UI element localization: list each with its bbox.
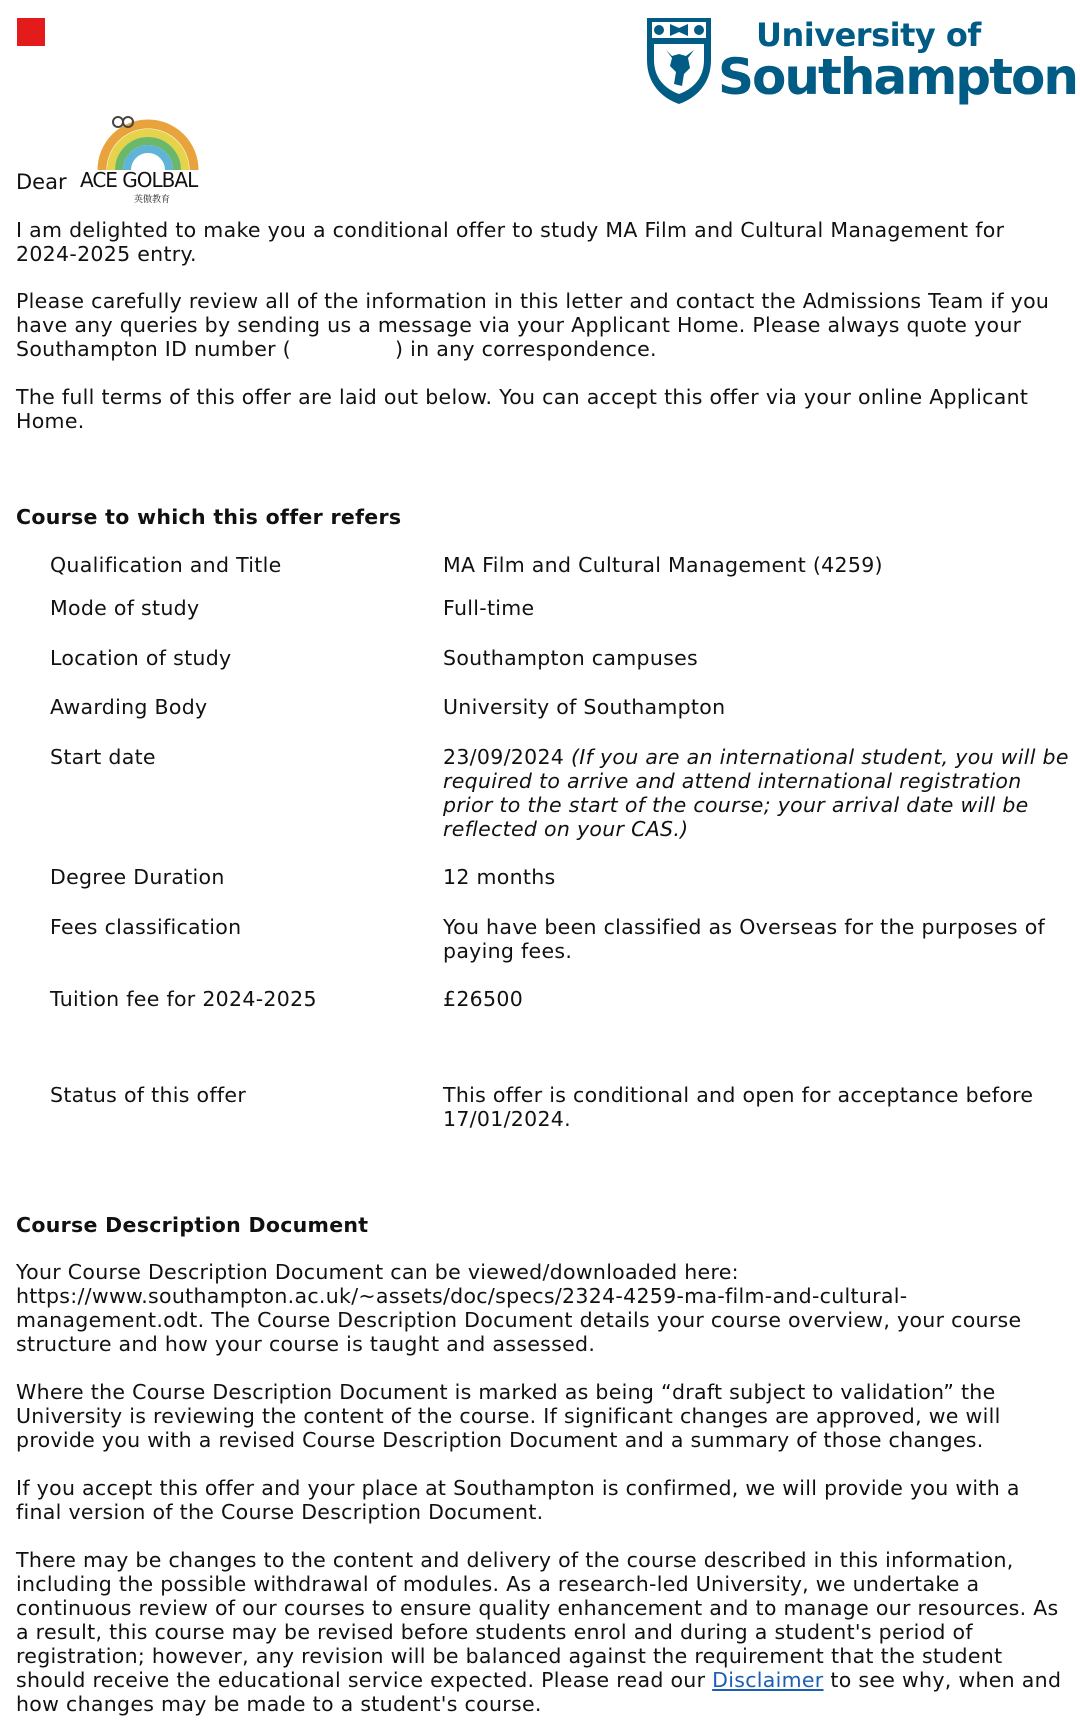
university-name-line1: University of xyxy=(756,16,981,54)
row-value-tuition-fee: £26500 xyxy=(443,987,524,1011)
start-date-note: (If you are an international student, you will be required to arrive and attend international registration prior to the start of the course; your arrival date will be reflected on your CAS.) xyxy=(443,745,1069,841)
row-value-fees-classification: You have been classified as Overseas for the purposes of paying fees. xyxy=(443,915,1046,963)
row-label-location: Location of study xyxy=(50,646,232,670)
intro-paragraph-2-end: ) in any correspondence. xyxy=(394,337,657,361)
row-label-start-date: Start date xyxy=(50,745,156,769)
row-label-fees-classification: Fees classification xyxy=(50,915,242,939)
row-label-offer-status: Status of this offer xyxy=(50,1083,247,1107)
university-logo xyxy=(644,14,1077,110)
red-square-marker xyxy=(17,18,45,46)
row-label-qualification: Qualification and Title xyxy=(50,553,282,577)
row-label-duration: Degree Duration xyxy=(50,865,225,889)
partner-logo-subtext: 英傲教育 xyxy=(134,195,171,205)
row-value-start-date xyxy=(443,745,1073,841)
row-value-awarding-body: University of Southampton xyxy=(443,695,726,719)
salutation-row xyxy=(16,112,516,208)
cdd-paragraph-4-end: to see why, when and how changes may be made to a student's course. xyxy=(16,1668,1062,1716)
cdd-paragraph-1: Your Course Description Document can be viewed/downloaded here: https://www.southampton.ac.uk/~assets/doc/specs/2324-4259-ma-film-and-cultural-management.odt. The Course Description Document details your course overview, your course structure and how your course is taught and assessed. xyxy=(16,1260,1022,1356)
row-value-duration: 12 months xyxy=(443,865,556,889)
intro-paragraph-3: The full terms of this offer are laid out below. You can accept this offer via your online Applicant Home. xyxy=(16,385,1029,433)
row-label-mode: Mode of study xyxy=(50,596,200,620)
course-section-heading: Course to which this offer refers xyxy=(16,505,402,529)
cdd-paragraph-2: Where the Course Description Document is marked as being “draft subject to validation” the University is reviewing the content of the course. If significant changes are approved, we will provide you with a revised Course Description Document and a summary of those changes. xyxy=(16,1380,1001,1452)
partner-logo xyxy=(78,112,218,204)
university-crest-icon xyxy=(644,14,714,106)
partner-logo-text: ACE GOLBAL xyxy=(80,168,198,192)
cdd-paragraph-4 xyxy=(16,1548,1068,1716)
row-value-location: Southampton campuses xyxy=(443,646,698,670)
row-value-qualification: MA Film and Cultural Management (4259) xyxy=(443,553,883,577)
start-date-value: 23/09/2024 xyxy=(443,745,565,769)
rainbow-logo-icon xyxy=(78,112,218,172)
cdd-paragraph-4-start: There may be changes to the content and delivery of the course described in this information, including the possible withdrawal of modules. As a research-led University, we undertake a continuous review of our courses to ensure quality enhancement and to manage our resources. As a result, this course may be revised before students enrol and during a student's period of registration; however, any revision will be balanced against the requirement that the student should receive the educational service expected. Please read our xyxy=(16,1548,1059,1692)
intro-paragraph-2 xyxy=(16,289,1068,361)
salutation: Dear xyxy=(16,170,67,194)
disclaimer-link[interactable]: Disclaimer xyxy=(712,1668,824,1692)
row-label-tuition-fee: Tuition fee for 2024-2025 xyxy=(50,987,317,1011)
row-label-awarding-body: Awarding Body xyxy=(50,695,208,719)
intro-paragraph-2-start: Please carefully review all of the information in this letter and contact the Admissions Team if you have any queries by sending us a message via your Applicant Home. Please always quote your Southampton ID number ( xyxy=(16,289,1050,361)
cdd-paragraph-3: If you accept this offer and your place at Southampton is confirmed, we will provide you with a final version of the Course Description Document. xyxy=(16,1476,1020,1524)
cdd-section-heading: Course Description Document xyxy=(16,1213,369,1237)
university-name-line2: Southampton xyxy=(718,48,1077,106)
intro-paragraph-1: I am delighted to make you a conditional offer to study MA Film and Cultural Management for 2024-2025 entry. xyxy=(16,218,1005,266)
row-value-mode: Full-time xyxy=(443,596,535,620)
row-value-offer-status: This offer is conditional and open for acceptance before 17/01/2024. xyxy=(443,1083,1034,1131)
